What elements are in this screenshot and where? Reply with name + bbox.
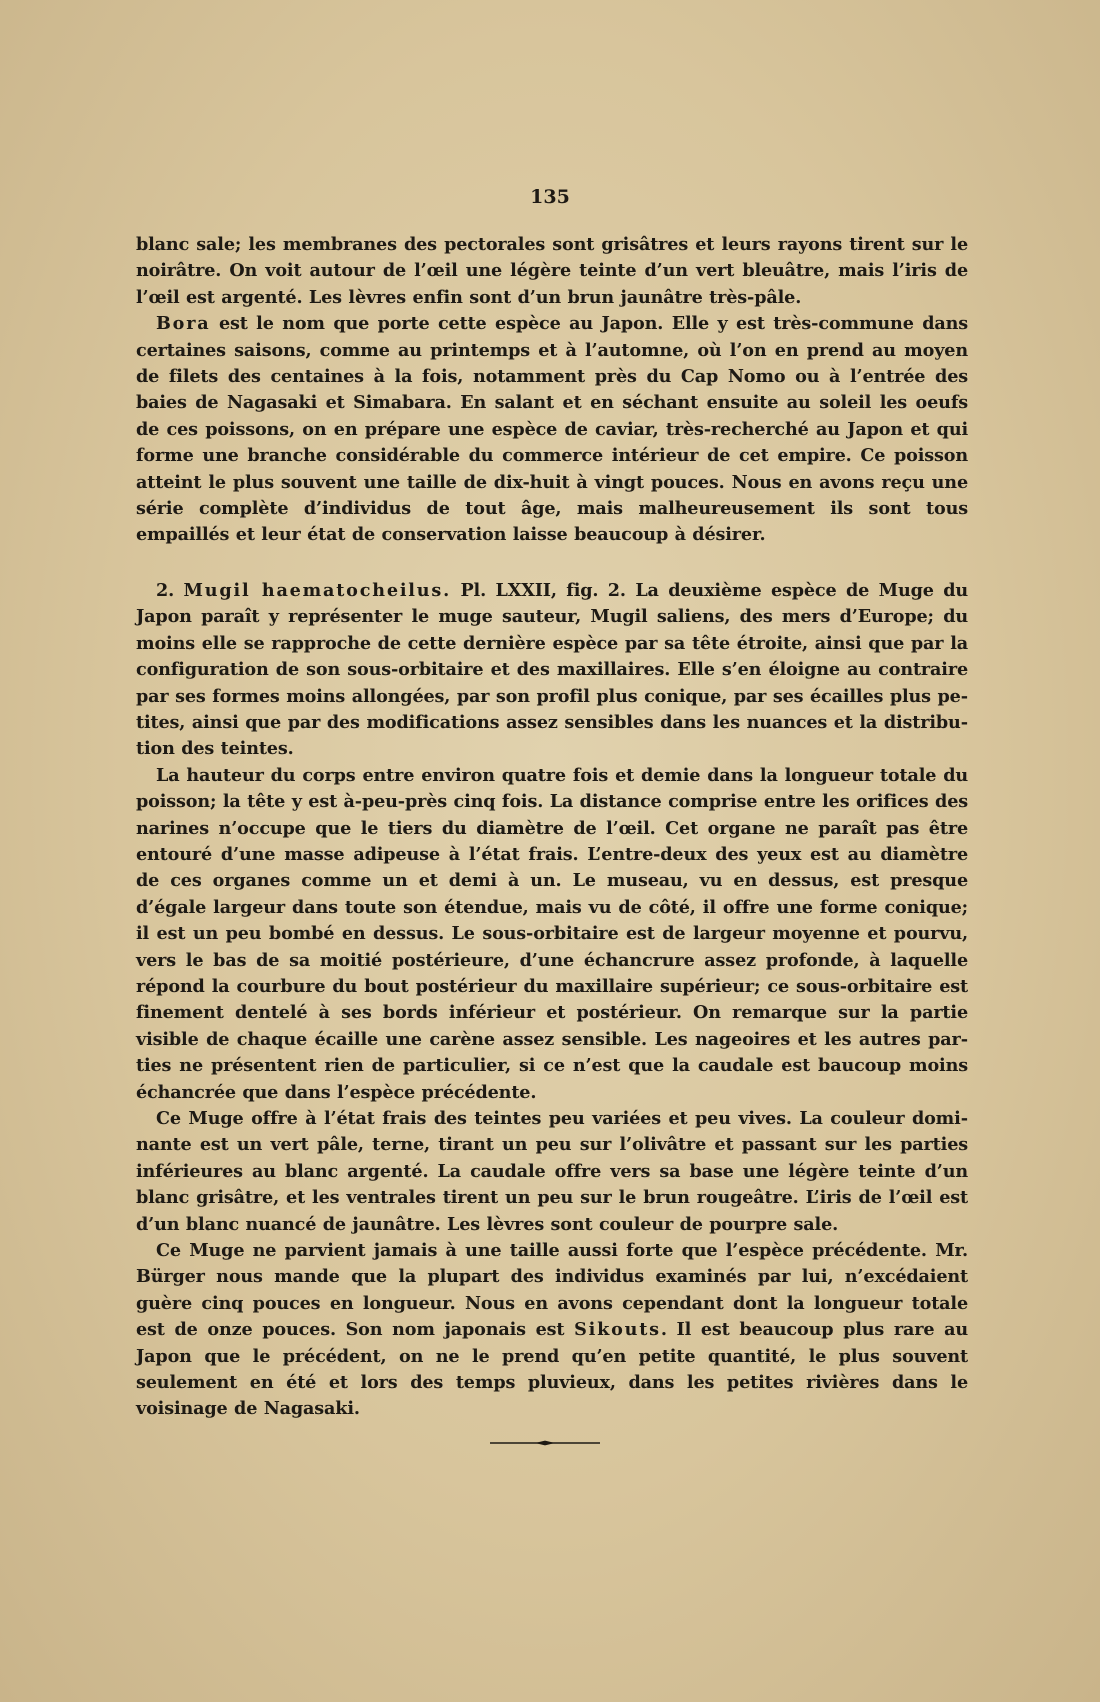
paragraph-6-text-a: Ce Muge ne parvient jamais à une taille aussi forte que l’espèce précédente. Mr. Bürger nous mande que la plupart des individus examinés par lui, n’excédaient guère cinq pouces en longueur. Nous en avons cependant dont la longueur totale est de onze pouces. Son nom japonais est (136, 1240, 968, 1341)
end-ornament (490, 1440, 600, 1446)
paragraph-2 (136, 311, 968, 549)
species-name: Mugil haematocheilus. (183, 579, 452, 601)
page-number: 135 (530, 186, 570, 208)
paragraph-4: La hauteur du corps entre environ quatre fois et demie dans la longueur totale du poisson; la tête y est à-peu-près cinq fois. La distance comprise entre les orifices des narines n’occupe que le tiers du diamètre de l’œil. Cet organe ne paraît pas être entouré d’une masse adipeuse à l’état frais. L’entre-deux des yeux est au diamètre de ces organes comme un et demi à un. Le museau, vu en dessus, est presque d’égale largeur dans toute son étendue, mais vu de côté, il offre une forme conique; il est un peu bombé en dessus. Le sous-orbitaire est de largeur moyenne et pourvu, vers le bas de sa moitié postérieure, d’une échancrure assez profonde, à laquelle répond la courbure du bout postérieur du maxillaire supérieur; ce sous-orbitaire est finement dentelé à ses bords inférieur et postérieur. On remarque sur la partie visible de chaque écaille une carène assez sensible. Les nageoires et les autres parties ne présentent rien de particulier, si ce n’est que la caudale est baucoup moins échancrée que dans l’espèce précédente. (136, 764, 968, 1103)
body-text (136, 232, 968, 1423)
species-number: 2. (156, 579, 175, 601)
paragraph-6 (136, 1238, 968, 1423)
local-name-bora: Bora (156, 313, 211, 335)
paragraph-1: blanc sale; les membranes des pectorales sont grisâtres et leurs rayons tirent sur le noirâtre. On voit autour de l’œil une légère teinte d’un vert bleuâtre, mais l’iris de l’œil est argenté. Les lèvres enfin sont d’un brun jaunâtre très-pâle. (136, 234, 968, 308)
paragraph-6-text-b: . Il est beaucoup plus rare au Japon que le précédent, on ne le prend qu’en petite quantité, le plus souvent seulement en été et lors des temps pluvieux, dans les petites rivières dans le voisinage de Nagasaki. (136, 1319, 969, 1420)
plate-reference: Pl. LXXII, fig. 2. (460, 579, 626, 601)
paragraph-3-text: La deuxième espèce de Muge du Japon paraît y représenter le muge sauteur, Mugil saliens, des mers d’Europe; du moins elle se rapproche de cette dernière espèce par sa tête étroite, ainsi que par la configuration de son sous-orbitaire et des maxillaires. Elle s’en éloigne au contraire par ses formes moins allongées, par son profil plus conique, par ses écailles plus petites, ainsi que par des modifications assez sensibles dans les nuances et la distribution des teintes. (136, 579, 969, 760)
local-name-sikouts: Sikouts (574, 1319, 661, 1341)
paragraph-5: Ce Muge offre à l’état frais des teintes peu variées et peu vives. La couleur dominante est un vert pâle, terne, tirant un peu sur l’olivâtre et passant sur les parties inférieures au blanc argenté. La caudale offre vers sa base une légère teinte d’un blanc grisâtre, et les ventrales tirent un peu sur le brun rougeâtre. L’iris de l’œil est d’un blanc nuancé de jaunâtre. Les lèvres sont couleur de pourpre sale. (136, 1108, 968, 1235)
paragraph-3 (136, 578, 968, 763)
paragraph-2-text: est le nom que porte cette espèce au Japon. Elle y est très-commune dans certaines saisons, comme au printemps et à l’automne, où l’on en prend au moyen de filets des centaines à la fois, notamment près du Cap Nomo ou à l’entrée des baies de Nagasaki et Simabara. En salant et en séchant ensuite au soleil les oeufs de ces poissons, on en prépare une espèce de caviar, très-recherché au Japon et qui forme une branche considérable du commerce intérieur de cet empire. Ce poisson atteint le plus souvent une taille de dix-huit à vingt pouces. Nous en avons reçu une série complète d’individus de tout âge, mais malheureusement ils sont tous empaillés et leur état de conservation laisse beaucoup à désirer. (136, 313, 968, 546)
